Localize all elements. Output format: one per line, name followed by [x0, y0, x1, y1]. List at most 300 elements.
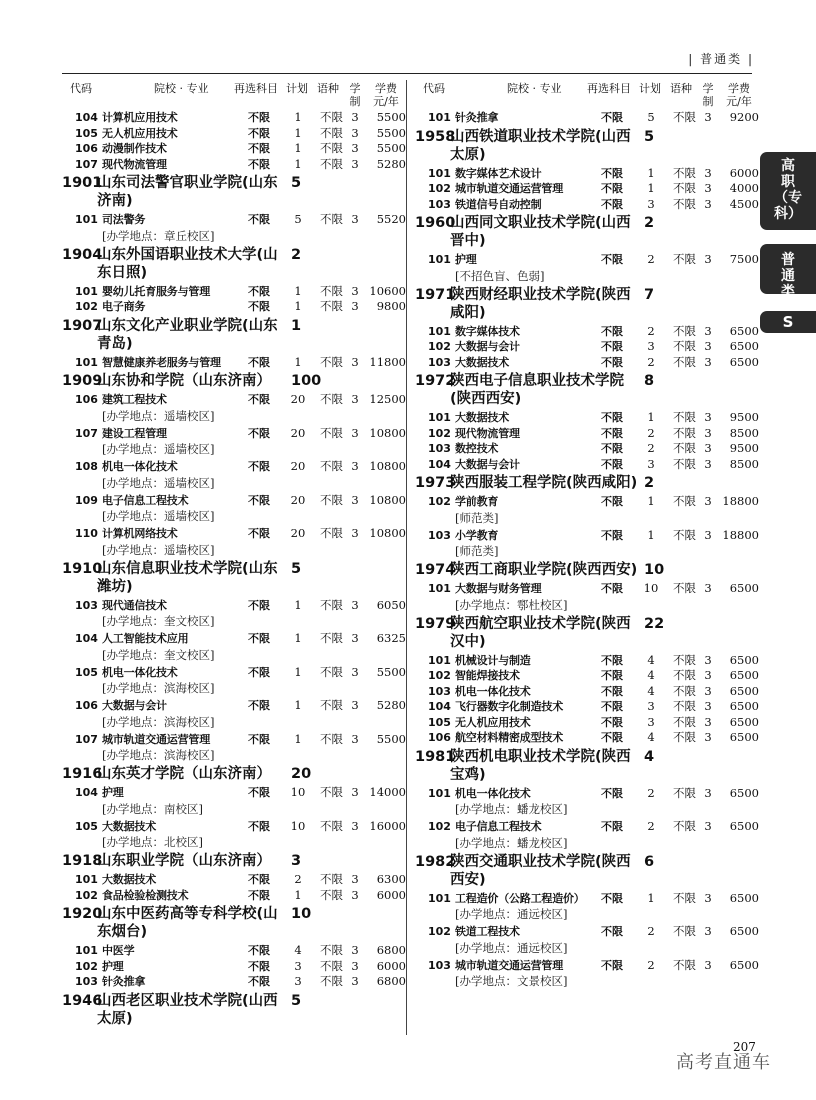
institution-plan: 3 — [291, 853, 302, 869]
institution-code: 1920 — [62, 906, 103, 922]
side-tab-1-line: 高 — [781, 158, 795, 174]
header-lang: 语种 — [317, 82, 339, 95]
campus-note: [办学地点：滨海校区] — [102, 714, 215, 729]
major-fee: 4000 — [729, 181, 759, 195]
major-fee: 6500 — [729, 668, 759, 682]
major-fee: 6500 — [729, 354, 759, 369]
major-plan: 2 — [647, 323, 655, 338]
institution-code: 1981 — [415, 748, 456, 765]
institution-name: 山东司法警官职业学院(山东济南) — [97, 175, 278, 209]
major-duration: 3 — [351, 299, 359, 313]
major-lang: 不限 — [320, 597, 343, 612]
major-fee: 6800 — [376, 974, 406, 988]
major-name: 计算机应用技术 — [102, 111, 178, 124]
major-fee: 6500 — [729, 699, 759, 713]
header-duration — [349, 82, 361, 108]
major-row — [62, 631, 404, 647]
major-row — [415, 653, 757, 669]
major-plan: 1 — [294, 597, 302, 612]
major-name: 建设工程管理 — [102, 426, 167, 440]
institution-heading — [415, 615, 757, 651]
major-duration: 3 — [704, 494, 712, 508]
major-lang: 不限 — [673, 196, 696, 211]
side-tab-2-line: 类 — [781, 284, 795, 300]
major-subject: 不限 — [601, 442, 623, 455]
major-name: 机电一体化技术 — [102, 460, 178, 473]
major-lang: 不限 — [673, 683, 696, 698]
header-duration — [702, 82, 714, 108]
major-code: 103 — [428, 958, 451, 972]
major-duration: 3 — [704, 181, 712, 195]
header-subject: 再选科目 — [234, 82, 278, 95]
major-subject: 不限 — [601, 340, 623, 353]
major-row — [62, 126, 404, 142]
major-fee: 6500 — [729, 785, 759, 800]
major-fee: 10600 — [369, 283, 406, 298]
major-lang: 不限 — [320, 974, 343, 988]
major-plan: 4 — [647, 652, 655, 667]
major-name: 铁道工程技术 — [455, 925, 520, 938]
major-fee: 8500 — [729, 425, 759, 440]
major-code: 103 — [428, 528, 451, 542]
major-plan: 1 — [647, 890, 655, 905]
major-subject: 不限 — [601, 582, 623, 595]
major-code: 105 — [75, 819, 98, 833]
major-fee: 9500 — [729, 441, 759, 455]
major-duration: 3 — [704, 699, 712, 713]
major-plan: 1 — [294, 283, 302, 298]
major-code: 103 — [428, 684, 451, 698]
major-duration: 3 — [351, 974, 359, 988]
major-plan: 1 — [647, 165, 655, 180]
major-row — [415, 110, 757, 126]
campus-note: [办学地点：遥墙校区] — [102, 509, 215, 523]
major-row — [62, 872, 404, 888]
major-row — [415, 457, 757, 473]
left-entry-list — [62, 110, 404, 1028]
major-lang: 不限 — [320, 631, 343, 645]
major-fee: 18800 — [722, 494, 759, 508]
major-name: 数控技术 — [455, 442, 499, 455]
major-row — [62, 459, 404, 475]
header-subject: 再选科目 — [587, 82, 631, 95]
major-row — [62, 110, 404, 126]
major-code: 102 — [428, 426, 451, 440]
side-tab-letter[interactable]: S — [760, 311, 816, 333]
institution-heading — [62, 372, 404, 390]
major-code: 104 — [75, 111, 98, 124]
major-plan: 4 — [647, 668, 655, 682]
campus-note: [办学地点：蟠龙校区] — [455, 802, 568, 816]
major-code: 103 — [75, 598, 98, 612]
campus-note: [办学地点：南校区] — [102, 801, 203, 816]
major-code: 102 — [75, 300, 98, 313]
major-duration: 3 — [351, 631, 359, 645]
major-subject: 不限 — [248, 126, 270, 140]
major-duration: 3 — [351, 526, 359, 540]
major-code: 105 — [428, 715, 451, 729]
institution-code: 1971 — [415, 286, 456, 303]
major-duration: 3 — [704, 110, 712, 124]
campus-note: [办学地点：遥墙校区] — [102, 475, 215, 490]
major-lang: 不限 — [673, 668, 696, 682]
major-row — [415, 819, 757, 835]
major-subject: 不限 — [248, 959, 270, 973]
major-row — [62, 974, 404, 990]
major-lang: 不限 — [673, 957, 696, 972]
major-lang: 不限 — [320, 425, 343, 440]
major-row — [62, 426, 404, 442]
major-plan: 1 — [647, 527, 655, 542]
major-subject: 不限 — [601, 111, 623, 124]
major-duration: 3 — [351, 698, 359, 712]
institution-plan: 5 — [291, 560, 302, 577]
major-subject: 不限 — [248, 460, 270, 473]
major-code: 101 — [428, 786, 451, 800]
major-subject: 不限 — [248, 819, 270, 833]
campus-note: [办学地点：章丘校区] — [102, 228, 215, 243]
major-duration: 3 — [351, 425, 359, 440]
major-fee: 14000 — [369, 785, 406, 799]
major-code: 101 — [428, 111, 451, 124]
major-name: 大数据与会计 — [102, 699, 167, 712]
major-fee: 9500 — [729, 410, 759, 424]
major-plan: 10 — [643, 581, 659, 595]
institution-code: 1982 — [415, 853, 456, 870]
major-duration: 3 — [704, 441, 712, 455]
major-code: 101 — [75, 284, 98, 298]
major-duration: 3 — [704, 339, 712, 353]
major-lang: 不限 — [673, 339, 696, 353]
major-lang: 不限 — [320, 818, 343, 833]
side-tab-general[interactable] — [760, 244, 816, 300]
major-code: 102 — [428, 669, 451, 682]
right-column — [415, 80, 757, 991]
institution-code: 1960 — [415, 215, 456, 231]
major-subject: 不限 — [248, 786, 270, 799]
major-row — [415, 528, 757, 544]
major-subject: 不限 — [248, 493, 270, 507]
major-duration: 3 — [704, 410, 712, 424]
major-row — [415, 684, 757, 700]
major-lang: 不限 — [673, 730, 696, 744]
major-name: 机电一体化技术 — [455, 786, 531, 800]
major-code: 101 — [428, 253, 451, 266]
major-plan: 2 — [647, 441, 655, 455]
institution-code: 1916 — [62, 766, 103, 782]
major-name: 针灸推拿 — [455, 111, 499, 124]
header-duration-1: 学 — [702, 82, 714, 95]
major-fee: 5500 — [376, 664, 406, 679]
side-tab-2-line: 通 — [781, 268, 795, 284]
campus-note: [办学地点：北校区] — [102, 835, 203, 849]
institution-plan: 7 — [644, 286, 655, 303]
major-code: 103 — [428, 442, 451, 455]
major-row — [62, 493, 404, 509]
institution-code: 1973 — [415, 475, 456, 491]
major-fee: 6800 — [376, 943, 406, 957]
major-duration: 3 — [351, 459, 359, 473]
campus-note: [办学地点：鄠杜校区] — [455, 597, 568, 612]
major-name: 智慧健康养老服务与管理 — [102, 355, 221, 369]
major-lang: 不限 — [320, 156, 343, 171]
header-duration-2: 制 — [349, 95, 361, 108]
major-lang: 不限 — [673, 890, 696, 905]
major-name: 现代物流管理 — [455, 426, 520, 440]
major-code: 101 — [428, 411, 451, 424]
major-name: 大数据技术 — [455, 355, 509, 369]
major-subject: 不限 — [248, 142, 270, 155]
major-lang: 不限 — [673, 165, 696, 180]
major-lang: 不限 — [320, 958, 343, 973]
major-name: 大数据技术 — [455, 411, 509, 424]
major-code: 110 — [75, 527, 98, 540]
campus-note: [师范类] — [455, 510, 499, 525]
major-name: 婴幼儿托育服务与管理 — [102, 284, 210, 298]
institution-code: 1918 — [62, 853, 103, 869]
campus-note: [办学地点：遥墙校区] — [102, 442, 215, 456]
major-name: 护理 — [102, 786, 124, 799]
header-name: 院校 · 专业 — [154, 82, 209, 95]
major-code: 102 — [428, 820, 451, 833]
major-name: 航空材料精密成型技术 — [455, 731, 563, 744]
institution-code: 1958 — [415, 128, 456, 145]
header-fee-2: 元/年 — [373, 95, 399, 108]
major-fee: 6500 — [729, 652, 759, 667]
major-row — [62, 157, 404, 173]
major-duration: 3 — [704, 527, 712, 542]
major-lang: 不限 — [673, 410, 696, 424]
major-subject: 不限 — [601, 731, 623, 744]
major-row — [62, 355, 404, 371]
major-duration: 3 — [704, 714, 712, 729]
header-duration-1: 学 — [349, 82, 361, 95]
major-row — [415, 786, 757, 802]
major-plan: 20 — [290, 425, 306, 440]
major-lang: 不限 — [673, 527, 696, 542]
major-lang: 不限 — [320, 283, 343, 298]
side-tab-1-line: 科） — [774, 206, 802, 222]
major-row — [62, 212, 404, 228]
major-fee: 5280 — [376, 698, 406, 712]
major-plan: 1 — [294, 354, 302, 369]
major-code: 101 — [428, 891, 451, 905]
major-plan: 2 — [647, 252, 655, 266]
campus-note: [办学地点：遥墙校区] — [102, 408, 215, 423]
institution-plan: 1 — [291, 317, 302, 334]
major-row — [415, 494, 757, 510]
major-code: 101 — [75, 213, 98, 226]
institution-name: 陕西工商职业学院(陕西西安) — [450, 562, 638, 578]
major-name: 护理 — [455, 253, 477, 266]
major-fee: 6500 — [729, 924, 759, 938]
major-code: 101 — [428, 653, 451, 667]
header-lang: 语种 — [670, 82, 692, 95]
institution-code: 1901 — [62, 175, 103, 191]
major-row — [415, 166, 757, 182]
major-subject: 不限 — [248, 284, 270, 298]
campus-note: [师范类] — [455, 544, 499, 558]
major-fee: 10800 — [369, 526, 406, 540]
major-duration: 3 — [704, 196, 712, 211]
major-subject: 不限 — [601, 197, 623, 211]
institution-code: 1979 — [415, 615, 456, 632]
campus-note: [办学地点：滨海校区] — [102, 748, 215, 762]
major-subject: 不限 — [601, 684, 623, 698]
institution-code: 1972 — [415, 373, 456, 389]
major-lang: 不限 — [673, 110, 696, 124]
major-lang: 不限 — [673, 785, 696, 800]
major-plan: 1 — [294, 887, 302, 902]
major-fee: 7500 — [729, 252, 759, 266]
major-row — [62, 785, 404, 801]
institution-plan: 4 — [644, 748, 655, 765]
institution-code: 1946 — [62, 992, 103, 1009]
major-plan: 3 — [647, 456, 655, 471]
institution-code: 1974 — [415, 562, 456, 578]
major-row — [62, 819, 404, 835]
major-code: 103 — [75, 975, 98, 988]
major-code: 104 — [75, 786, 98, 799]
column-divider — [406, 80, 407, 1035]
header-code: 代码 — [423, 82, 445, 95]
major-duration: 3 — [704, 730, 712, 744]
watermark-text: 高考直通车 — [676, 1052, 771, 1073]
major-plan: 20 — [290, 459, 306, 473]
major-duration: 3 — [351, 141, 359, 155]
institution-plan: 5 — [644, 128, 655, 145]
header-plan: 计划 — [639, 82, 661, 95]
major-plan: 1 — [294, 156, 302, 171]
major-code: 107 — [75, 426, 98, 440]
campus-note: [办学地点：奎文校区] — [102, 647, 215, 662]
institution-plan: 2 — [644, 215, 655, 231]
major-name: 飞行器数字化制造技术 — [455, 700, 563, 713]
major-name: 食品检验检测技术 — [102, 888, 189, 902]
major-duration: 3 — [704, 668, 712, 682]
major-subject: 不限 — [248, 888, 270, 902]
running-head-category: | 普通类 | — [688, 52, 754, 66]
major-plan: 3 — [647, 714, 655, 729]
institution-heading — [415, 372, 757, 408]
major-plan: 10 — [290, 818, 306, 833]
major-row — [62, 598, 404, 614]
side-tab-vocational[interactable] — [760, 152, 816, 230]
major-code: 102 — [428, 340, 451, 353]
major-name: 数字媒体艺术设计 — [455, 166, 542, 180]
institution-name: 山西铁道职业技术学院(山西太原) — [450, 128, 631, 163]
major-fee: 6500 — [729, 581, 759, 595]
campus-note: [办学地点：通远校区] — [455, 940, 568, 955]
major-name: 小学教育 — [455, 528, 499, 542]
major-subject: 不限 — [248, 527, 270, 540]
major-subject: 不限 — [601, 182, 623, 195]
institution-name: 陕西交通职业技术学院(陕西西安) — [450, 853, 631, 888]
institution-heading — [62, 560, 404, 596]
major-code: 106 — [75, 142, 98, 155]
major-subject: 不限 — [248, 944, 270, 957]
major-plan: 2 — [294, 872, 302, 886]
major-fee: 10800 — [369, 425, 406, 440]
major-duration: 3 — [351, 492, 359, 507]
major-row — [415, 181, 757, 197]
major-name: 大数据与会计 — [455, 340, 520, 353]
major-name: 智能焊接技术 — [455, 669, 520, 682]
major-row — [415, 410, 757, 426]
institution-code: 1910 — [62, 560, 103, 577]
major-row — [415, 581, 757, 597]
major-subject: 不限 — [601, 426, 623, 440]
institution-code: 1909 — [62, 373, 103, 389]
major-plan: 20 — [290, 492, 306, 507]
major-plan: 2 — [647, 819, 655, 833]
major-lang: 不限 — [320, 492, 343, 507]
major-row — [415, 958, 757, 974]
major-plan: 3 — [294, 974, 302, 988]
institution-name: 山西同文职业技术学院(山西晋中) — [450, 215, 631, 249]
left-column — [62, 80, 404, 1030]
major-lang: 不限 — [320, 110, 343, 124]
institution-plan: 22 — [644, 615, 665, 632]
major-lang: 不限 — [673, 714, 696, 729]
campus-note: [办学地点：遥墙校区] — [102, 542, 215, 557]
major-duration: 3 — [351, 156, 359, 171]
major-name: 现代物流管理 — [102, 157, 167, 171]
major-lang: 不限 — [320, 459, 343, 473]
major-plan: 20 — [290, 392, 306, 406]
major-plan: 1 — [647, 494, 655, 508]
column-header — [415, 80, 757, 110]
major-name: 针灸推拿 — [102, 975, 146, 988]
institution-plan: 5 — [291, 175, 302, 191]
major-lang: 不限 — [320, 872, 343, 886]
major-subject: 不限 — [601, 324, 623, 338]
major-code: 102 — [75, 959, 98, 973]
major-lang: 不限 — [320, 664, 343, 679]
major-name: 城市轨道交通运营管理 — [102, 732, 210, 746]
major-fee: 18800 — [722, 527, 759, 542]
major-plan: 1 — [647, 181, 655, 195]
institution-name: 陕西服装工程学院(陕西咸阳) — [450, 475, 638, 491]
major-row — [415, 252, 757, 268]
major-plan: 1 — [294, 731, 302, 746]
major-subject: 不限 — [248, 355, 270, 369]
major-plan: 2 — [647, 425, 655, 440]
header-fee-1: 学费 — [728, 82, 750, 95]
major-duration: 3 — [351, 785, 359, 799]
major-row — [62, 698, 404, 714]
institution-plan: 100 — [291, 373, 322, 389]
header-fee — [719, 82, 759, 108]
major-subject: 不限 — [248, 632, 270, 645]
header-duration-2: 制 — [702, 95, 714, 108]
major-subject: 不限 — [248, 598, 270, 612]
institution-heading — [415, 748, 757, 784]
major-duration: 3 — [351, 943, 359, 957]
major-lang: 不限 — [320, 731, 343, 746]
major-fee: 10800 — [369, 459, 406, 473]
institution-plan: 5 — [291, 992, 302, 1009]
major-plan: 2 — [647, 957, 655, 972]
major-duration: 3 — [351, 283, 359, 298]
side-tab-1-line: （专 — [774, 190, 802, 206]
institution-name: 山东文化产业职业学院(山东青岛) — [97, 317, 278, 352]
header-fee-1: 学费 — [375, 82, 397, 95]
side-tab-2-line: 普 — [781, 252, 795, 268]
major-subject: 不限 — [601, 891, 623, 905]
major-subject: 不限 — [601, 715, 623, 729]
major-duration: 3 — [351, 597, 359, 612]
